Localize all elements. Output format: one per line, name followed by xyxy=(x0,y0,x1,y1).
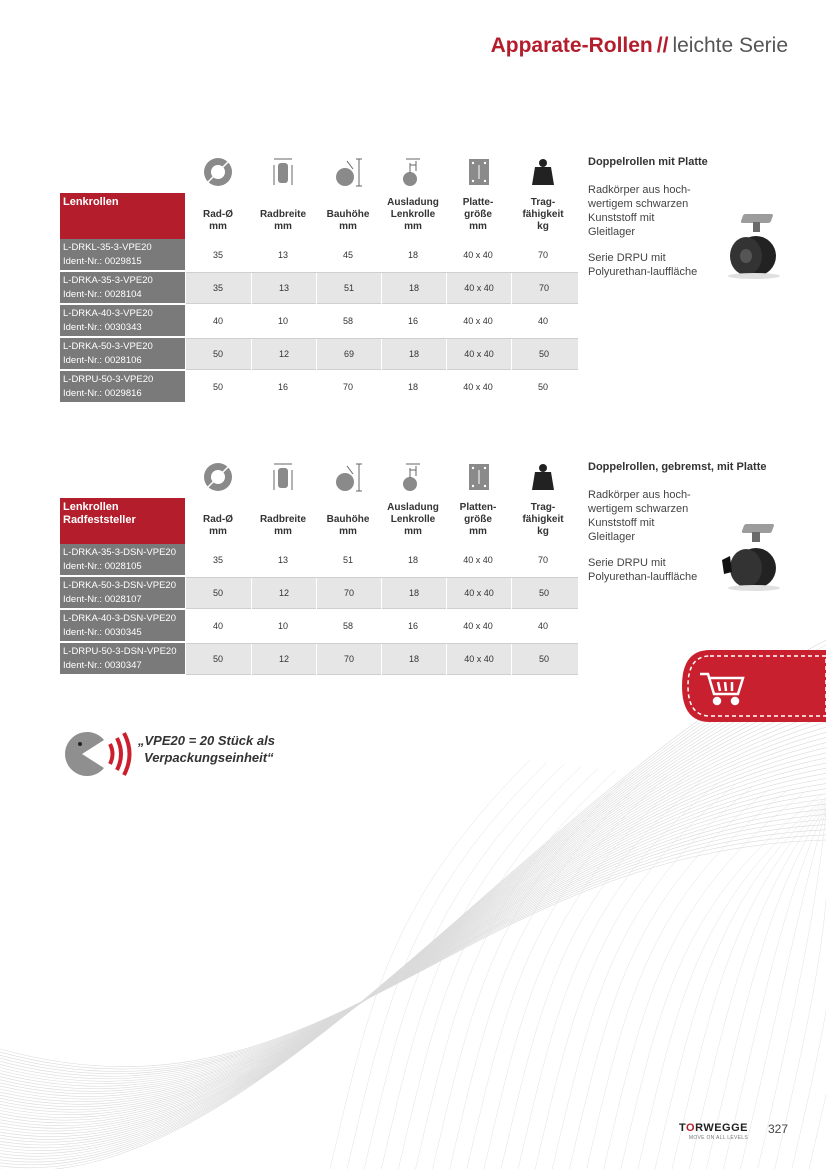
speaker-packman-icon xyxy=(60,728,136,776)
table-cell: 10 xyxy=(277,316,288,326)
article-code: L-DRKL-35-3-VPE20 Ident-Nr.: 0029815 xyxy=(60,239,185,271)
height-icon xyxy=(331,155,365,189)
product-description-title: Doppelrollen, gebremst, mit Platte xyxy=(588,461,767,473)
table-cell: 35 xyxy=(212,250,223,260)
table-cell: 12 xyxy=(251,578,316,610)
table-row xyxy=(60,272,578,304)
product-description-title: Doppelrollen mit Platte xyxy=(588,156,708,168)
wheel-diameter-icon xyxy=(201,460,235,494)
product-description-series: Serie DRPU mit Polyurethan-lauffläche xyxy=(588,252,698,278)
product-image-double-castor-braked xyxy=(716,520,786,592)
table-cell: 40 xyxy=(212,621,223,631)
plate-size-icon xyxy=(461,155,495,189)
column-header: Radbreite mm xyxy=(259,209,307,232)
table-cell: 13 xyxy=(277,555,288,565)
table-cell: 70 xyxy=(316,578,381,610)
article-code: L-DRKA-50-3-VPE20 Ident-Nr.: 0028106 xyxy=(60,338,185,370)
offset-icon xyxy=(396,155,430,189)
vpe-text xyxy=(138,732,275,766)
spec-icon-row xyxy=(186,460,578,496)
table-cell: 51 xyxy=(316,273,381,305)
article-code: L-DRKA-40-3-VPE20 Ident-Nr.: 0030343 xyxy=(60,305,185,337)
table-cell: 58 xyxy=(342,316,353,326)
column-header: Rad-Ø mm xyxy=(203,209,233,232)
table-cell: 18 xyxy=(381,578,446,610)
table-cell: 18 xyxy=(407,382,418,392)
table-row xyxy=(60,305,578,337)
table-cell: 40 xyxy=(212,316,223,326)
article-code: L-DRPU-50-3-VPE20 Ident-Nr.: 0029816 xyxy=(60,371,185,403)
table-cell: 35 xyxy=(212,555,223,565)
table-cell: 16 xyxy=(277,382,288,392)
column-header: Trag- fähigkeit kg xyxy=(522,502,564,537)
shop-cart-tab[interactable] xyxy=(680,648,826,724)
table-cell: 70 xyxy=(537,555,548,565)
wheel-diameter-icon xyxy=(201,155,235,189)
article-code: L-DRKA-35-3-VPE20 Ident-Nr.: 0028104 xyxy=(60,272,185,304)
table-row xyxy=(60,544,578,576)
column-header: Trag- fähigkeit kg xyxy=(522,197,564,232)
article-code: L-DRKA-35-3-DSN-VPE20 Ident-Nr.: 0028105 xyxy=(60,544,185,576)
page-title-separator: // xyxy=(656,34,669,57)
page-title xyxy=(491,34,788,58)
table-cell: 12 xyxy=(251,339,316,371)
column-header: Radbreite mm xyxy=(259,514,307,537)
table-cell: 40 x 40 xyxy=(463,382,493,392)
table-cell: 40 x 40 xyxy=(446,339,511,371)
table-cell: 50 xyxy=(212,654,223,664)
table-cell: 70 xyxy=(342,382,353,392)
table-cell: 50 xyxy=(511,578,576,610)
table-row xyxy=(60,643,578,675)
column-header: Platte- größe mm xyxy=(462,197,494,232)
table-cell: 50 xyxy=(212,349,223,359)
table-row xyxy=(60,239,578,271)
column-header: Ausladung Lenkrolle mm xyxy=(387,502,439,537)
table-cell: 40 x 40 xyxy=(463,555,493,565)
table-cell: 40 x 40 xyxy=(463,316,493,326)
column-header: Ausladung Lenkrolle mm xyxy=(387,197,439,232)
table-cell: 40 x 40 xyxy=(446,578,511,610)
wheel-width-icon xyxy=(266,155,300,189)
table-cell: 40 x 40 xyxy=(463,621,493,631)
vpe-line-1: „VPE20 = 20 Stück als xyxy=(138,733,275,748)
table-cell: 12 xyxy=(251,644,316,676)
table-cell: 18 xyxy=(381,644,446,676)
height-icon xyxy=(331,460,365,494)
load-capacity-icon xyxy=(526,460,560,494)
brand-logo: TORWEGGE xyxy=(678,1122,748,1134)
table-cell: 70 xyxy=(316,644,381,676)
plate-size-icon xyxy=(461,460,495,494)
table-cell: 16 xyxy=(407,316,418,326)
table-cell: 13 xyxy=(277,250,288,260)
table-cell: 50 xyxy=(537,382,548,392)
load-capacity-icon xyxy=(526,155,560,189)
spec-icon-row xyxy=(186,155,578,191)
wheel-width-icon xyxy=(266,460,300,494)
table-cell: 40 xyxy=(537,316,548,326)
table-cell: 13 xyxy=(251,273,316,305)
table-cell: 45 xyxy=(342,250,353,260)
vpe-line-2: Verpackungseinheit“ xyxy=(144,750,274,765)
table-cell: 70 xyxy=(511,273,576,305)
table-cell: 18 xyxy=(407,555,418,565)
page-number: 327 xyxy=(767,1122,788,1136)
table-cell: 50 xyxy=(511,339,576,371)
product-description-body: Radkörper aus hoch-wertigem schwarzen Kunststoff mit Gleitlager xyxy=(588,184,691,238)
article-code: L-DRKA-40-3-DSN-VPE20 Ident-Nr.: 0030345 xyxy=(60,610,185,642)
table-cell: 40 x 40 xyxy=(463,250,493,260)
column-header: Bauhöhe mm xyxy=(326,209,370,232)
product-section-double-castors xyxy=(60,155,826,415)
article-code: L-DRPU-50-3-DSN-VPE20 Ident-Nr.: 0030347 xyxy=(60,643,185,675)
table-cell: 51 xyxy=(342,555,353,565)
offset-icon xyxy=(396,460,430,494)
brand-tagline: MOVE ON ALL LEVELS xyxy=(688,1135,748,1141)
category-header: Lenkrollen Radfeststeller xyxy=(60,498,185,544)
table-cell: 70 xyxy=(537,250,548,260)
table-cell: 10 xyxy=(277,621,288,631)
table-cell: 40 xyxy=(537,621,548,631)
page-title-main: Apparate-Rollen xyxy=(490,34,653,57)
table-cell: 50 xyxy=(511,644,576,676)
product-image-double-castor xyxy=(720,210,786,280)
table-cell: 69 xyxy=(316,339,381,371)
table-row xyxy=(60,577,578,609)
category-header: Lenkrollen xyxy=(60,193,185,239)
table-row xyxy=(60,371,578,403)
product-description-body: Radkörper aus hoch-wertigem schwarzen Kunststoff mit Gleitlager xyxy=(588,489,691,543)
vpe-note xyxy=(60,728,320,776)
table-cell: 58 xyxy=(342,621,353,631)
table-cell: 18 xyxy=(381,339,446,371)
page-title-sub: leichte Serie xyxy=(672,34,788,57)
table-cell: 50 xyxy=(212,588,223,598)
table-cell: 40 x 40 xyxy=(446,644,511,676)
table-cell: 35 xyxy=(212,283,223,293)
table-row xyxy=(60,338,578,370)
column-header: Platten- größe mm xyxy=(459,502,497,537)
table-cell: 16 xyxy=(407,621,418,631)
table-row xyxy=(60,610,578,642)
article-code: L-DRKA-50-3-DSN-VPE20 Ident-Nr.: 0028107 xyxy=(60,577,185,609)
column-header: Bauhöhe mm xyxy=(326,514,370,537)
table-cell: 40 x 40 xyxy=(446,273,511,305)
product-description-series: Serie DRPU mit Polyurethan-lauffläche xyxy=(588,557,698,583)
table-cell: 18 xyxy=(381,273,446,305)
footer xyxy=(588,1120,788,1144)
table-cell: 50 xyxy=(212,382,223,392)
column-header: Rad-Ø mm xyxy=(203,514,233,537)
table-cell: 18 xyxy=(407,250,418,260)
